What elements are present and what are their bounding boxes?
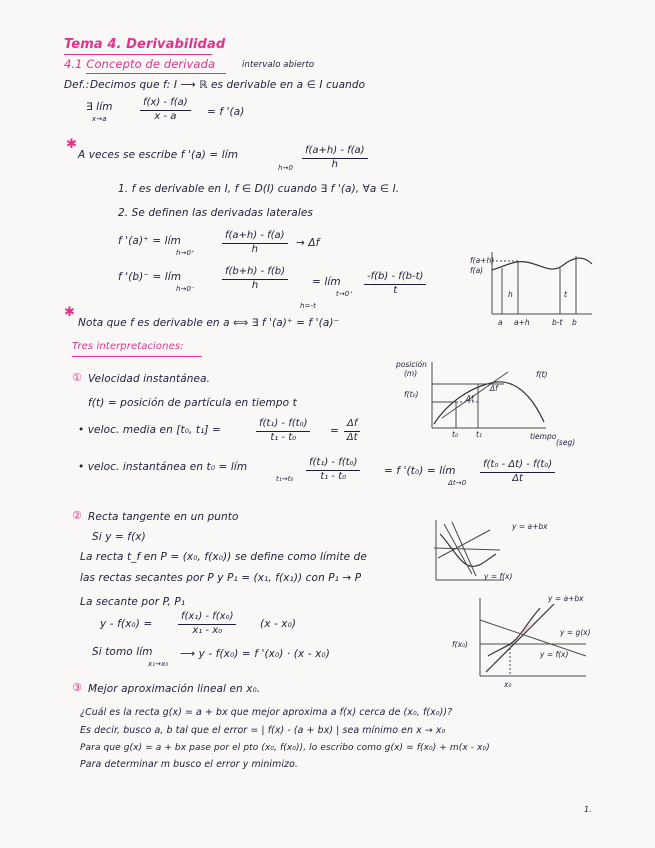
lat1-fraction (222, 230, 288, 256)
g4-line: y = a+bx (548, 594, 584, 603)
aprox-l2: Es decir, busco a, b tal que el error = | f(x) - (a + bx) | sea mínimo en x → x₀ (80, 725, 446, 736)
alt-den: h (331, 158, 338, 170)
lat1-den: h (251, 243, 258, 255)
lat2-eq: = lím (312, 276, 341, 288)
lat2-fraction (222, 266, 288, 292)
vel-title: Velocidad instantánea. (88, 373, 211, 385)
star-icon-2: ✱ (64, 305, 75, 320)
g2-xunit: (seg) (556, 438, 576, 447)
vel-inst-num: f(t₁) - f(t₀) (306, 457, 360, 471)
linear-approx-graph (470, 594, 590, 686)
interp-title: Tres interpretaciones: (72, 341, 184, 352)
circle-2-icon: ② (72, 509, 82, 522)
alt-text: A veces se escribe f '(a) = lím (78, 149, 239, 161)
tang-eq-rhs: (x - x₀) (260, 618, 297, 630)
tang-l1: La recta t_f en P = (x₀, f(x₀)) se define como límite de (80, 551, 367, 563)
g1-fa: f(a) (470, 266, 484, 275)
g1-ah: a+h (514, 318, 530, 327)
lat2-sub2: t→0⁺ (336, 290, 354, 298)
vel-inst-den2: Δt (512, 472, 523, 484)
vel-media-den: t₁ - t₀ (270, 431, 297, 443)
tang-tomo-sub: x₁→x₀ (148, 660, 169, 668)
tang-sec: La secante por P, P₁ (80, 596, 186, 608)
aprox-l1: ¿Cuál es la recta g(x) = a + bx que mejor aproxima a f(x) cerca de (x₀, f(x₀))? (80, 707, 453, 718)
vel-pos: f(t) = posición de partícula en tiempo t (88, 397, 297, 409)
def-label: Def.: (64, 79, 90, 91)
g1-fah: f(a+h) (470, 256, 495, 265)
tang-fraction (178, 611, 236, 637)
g2-t1: t₁ (476, 430, 482, 439)
tang-eq-num: f(x₁) - f(x₀) (178, 611, 236, 625)
def-fraction (140, 97, 191, 123)
lat2-num2: -f(b) - f(b-t) (364, 271, 426, 285)
section-underline (86, 73, 226, 74)
vel-media-num: f(t₁) - f(t₀) (256, 418, 310, 432)
alt-sub: h→0 (278, 164, 294, 172)
def-den: x - a (154, 110, 177, 122)
g1-bt: b-t (552, 318, 563, 327)
vel-inst-fraction (306, 457, 360, 483)
interp-underline (72, 356, 202, 357)
tang-tomo-rhs: ⟶ y - f(x₀) = f '(x₀) · (x - x₀) (180, 648, 330, 660)
lat1-rhs: → Δf (296, 237, 320, 249)
page-title: Tema 4. Derivabilidad (64, 37, 226, 52)
g2-ylabel: posición (396, 360, 427, 369)
def-text: Decimos que f: I ⟶ ℝ es derivable en a ∈ I cuando (90, 79, 366, 91)
lat2-den: h (251, 279, 259, 291)
g4-f: y = f(x) (540, 650, 569, 659)
def-eq: = f '(a) (207, 106, 245, 118)
vel-media-fraction2 (344, 418, 360, 444)
vel-inst-label: • veloc. instantánea en t₀ = lím (78, 461, 248, 473)
tang-l2: las rectas secantes por P y P₁ = (x₁, f(x₁)) con P₁ → P (80, 572, 362, 584)
section-title: 4.1 Concepto de derivada (64, 57, 216, 71)
vel-inst-fraction2 (480, 459, 555, 485)
g4-g: y = g(x) (560, 628, 591, 637)
lat2-lhs: f '(b)⁻ = lím (118, 271, 182, 283)
item-2: 2. Se definen las derivadas laterales (118, 207, 313, 219)
def-exists: ∃ lím (86, 101, 113, 113)
title-underline (64, 54, 212, 55)
vel-inst-eq: = f '(t₀) = lím (384, 465, 456, 477)
tang-eq-lhs: y - f(x₀) = (100, 618, 153, 630)
intervalo-note: intervalo abierto (242, 60, 315, 70)
lat2-sub: h→0⁻ (176, 285, 195, 293)
lat1-lhs: f '(a)⁺ = lím (118, 235, 181, 247)
vel-media-label: • veloc. media en [t₀, t₁] = (78, 424, 221, 436)
circle-3-icon: ③ (72, 681, 82, 694)
g1-a: a (498, 318, 503, 327)
g2-yunit: (m) (404, 369, 418, 378)
g1-b: b (572, 318, 577, 327)
lat1-sub: h→0⁺ (176, 249, 195, 257)
alt-fraction (302, 145, 368, 171)
tang-si: Si y = f(x) (92, 531, 146, 543)
g2-t0: t₀ (452, 430, 458, 439)
vel-media-den2: Δt (346, 431, 358, 443)
lat2-den2: t (393, 284, 398, 296)
lat2-num: f(b+h) - f(b) (222, 266, 288, 280)
g1-h: h (508, 290, 513, 299)
vel-inst-sub: t₁→t₀ (276, 475, 294, 483)
g2-df: Δf (490, 384, 498, 393)
star-icon: ✱ (66, 137, 77, 152)
aprox-title: Mejor aproximación lineal en x₀. (88, 683, 261, 695)
tang-eq-den: x₁ - x₀ (192, 624, 223, 636)
vel-media-eq: = (330, 425, 339, 437)
aprox-l4: Para determinar m busco el error y minimizo. (80, 759, 298, 770)
circle-1-icon: ① (72, 371, 82, 384)
page-number: 1. (584, 805, 592, 814)
tang-tomo: Si tomo lím (92, 646, 153, 658)
def-sub: x→a (92, 115, 107, 123)
vel-media-fraction (256, 418, 310, 444)
lat2-fraction2 (364, 271, 426, 297)
g1-t: t (564, 290, 567, 299)
item-1: 1. f es derivable en I, f ∈ D(I) cuando ∃ f '(a), ∀a ∈ I. (118, 183, 400, 195)
tang-title: Recta tangente en un punto (88, 511, 239, 523)
g3-line: y = a+bx (512, 522, 548, 531)
g2-xlabel: tiempo (530, 432, 557, 441)
g3-curve: y = f(x) (484, 572, 513, 581)
aprox-l3: Para que g(x) = a + bx pase por el pto (x₀, f(x₀)), lo escribo como g(x) = f(x₀) + m(x - x₀) (80, 743, 490, 753)
def-num: f(x) - f(a) (140, 97, 191, 111)
g2-ft0: f(t₀) (404, 390, 419, 399)
lat2-sub3: h=-t (300, 302, 316, 310)
vel-media-num2: Δf (344, 418, 360, 432)
vel-inst-sub2: Δt→0 (448, 479, 467, 487)
g2-ft: f(t) (536, 370, 548, 379)
lat1-num: f(a+h) - f(a) (222, 230, 288, 244)
alt-num: f(a+h) - f(a) (302, 145, 368, 159)
g4-x0: x₀ (504, 680, 512, 689)
g4-fx0: f(x₀) (452, 640, 468, 649)
g2-dt: Δt (466, 394, 475, 403)
vel-inst-den: t₁ - t₀ (320, 470, 347, 482)
nota-text: Nota que f es derivable en a ⟺ ∃ f '(a)⁺ = f '(a)⁻ (78, 317, 340, 329)
vel-inst-num2: f(t₀ - Δt) - f(t₀) (480, 459, 555, 473)
